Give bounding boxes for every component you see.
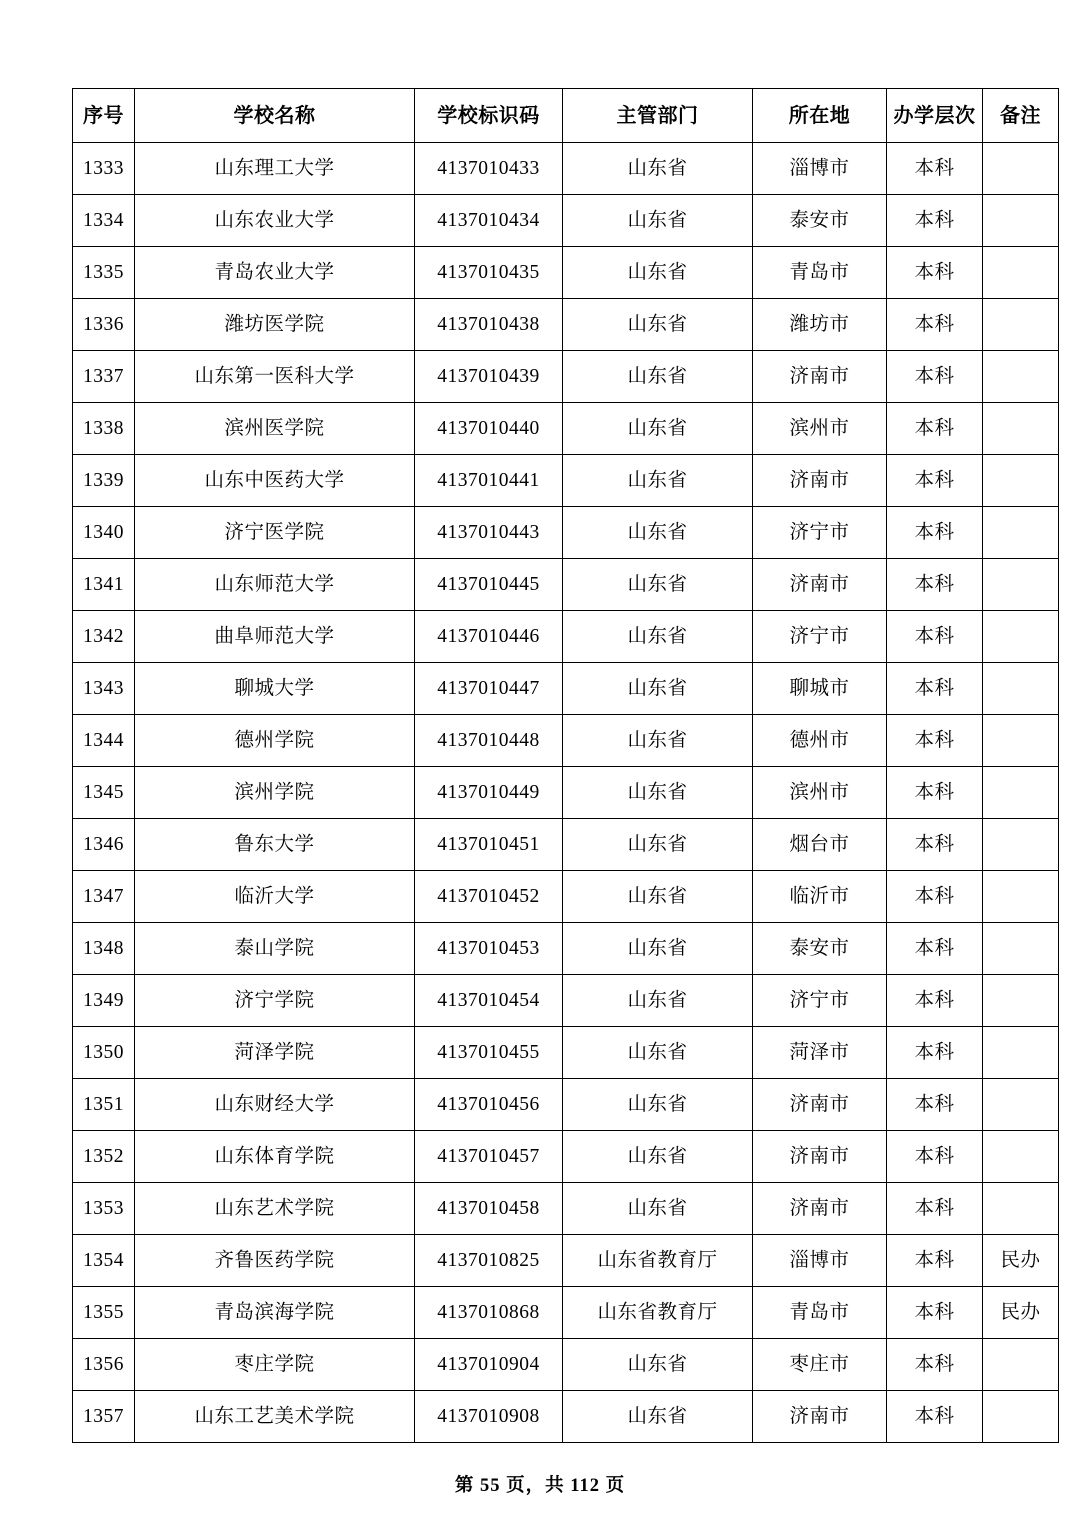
cell-note	[983, 351, 1059, 403]
table-body	[73, 143, 1059, 1443]
cell-school-code: 4137010868	[415, 1287, 563, 1339]
cell-level: 本科	[887, 663, 983, 715]
cell-department: 山东省	[563, 715, 753, 767]
cell-level: 本科	[887, 715, 983, 767]
table-row	[73, 143, 1059, 195]
cell-school-name: 泰山学院	[135, 923, 415, 975]
cell-school-name: 滨州学院	[135, 767, 415, 819]
cell-school-code: 4137010439	[415, 351, 563, 403]
page-footer: 第 55 页，共 112 页	[454, 1476, 626, 1496]
cell-school-code: 4137010451	[415, 819, 563, 871]
cell-index: 1353	[73, 1183, 135, 1235]
cell-level: 本科	[887, 923, 983, 975]
table-header-row	[73, 89, 1059, 143]
cell-level: 本科	[887, 455, 983, 507]
table-row	[73, 975, 1059, 1027]
cell-location: 济南市	[753, 351, 887, 403]
cell-location: 德州市	[753, 715, 887, 767]
table-row	[73, 195, 1059, 247]
cell-level: 本科	[887, 143, 983, 195]
cell-school-code: 4137010904	[415, 1339, 563, 1391]
cell-level: 本科	[887, 351, 983, 403]
cell-department: 山东省	[563, 819, 753, 871]
column-header-note: 备注	[983, 89, 1059, 143]
cell-school-code: 4137010908	[415, 1391, 563, 1443]
cell-index: 1351	[73, 1079, 135, 1131]
cell-school-name: 鲁东大学	[135, 819, 415, 871]
cell-school-code: 4137010433	[415, 143, 563, 195]
cell-location: 济南市	[753, 1391, 887, 1443]
cell-level: 本科	[887, 871, 983, 923]
cell-note: 民办	[983, 1235, 1059, 1287]
cell-note	[983, 975, 1059, 1027]
cell-department: 山东省	[563, 559, 753, 611]
cell-school-code: 4137010448	[415, 715, 563, 767]
cell-location: 烟台市	[753, 819, 887, 871]
cell-index: 1335	[73, 247, 135, 299]
cell-school-name: 山东中医药大学	[135, 455, 415, 507]
cell-note	[983, 1391, 1059, 1443]
cell-department: 山东省	[563, 455, 753, 507]
cell-school-code: 4137010443	[415, 507, 563, 559]
table-row	[73, 871, 1059, 923]
cell-location: 淄博市	[753, 143, 887, 195]
cell-school-code: 4137010456	[415, 1079, 563, 1131]
cell-level: 本科	[887, 819, 983, 871]
cell-level: 本科	[887, 507, 983, 559]
cell-department: 山东省	[563, 975, 753, 1027]
table-row	[73, 403, 1059, 455]
cell-department: 山东省	[563, 1027, 753, 1079]
cell-department: 山东省	[563, 923, 753, 975]
cell-note	[983, 663, 1059, 715]
cell-school-name: 聊城大学	[135, 663, 415, 715]
cell-location: 泰安市	[753, 195, 887, 247]
cell-note	[983, 403, 1059, 455]
column-header-location: 所在地	[753, 89, 887, 143]
cell-school-code: 4137010458	[415, 1183, 563, 1235]
cell-level: 本科	[887, 1235, 983, 1287]
cell-location: 济南市	[753, 1079, 887, 1131]
column-header-level: 办学层次	[887, 89, 983, 143]
table-row	[73, 1027, 1059, 1079]
table-row	[73, 1287, 1059, 1339]
cell-note: 民办	[983, 1287, 1059, 1339]
table-row	[73, 455, 1059, 507]
cell-location: 滨州市	[753, 403, 887, 455]
cell-school-code: 4137010440	[415, 403, 563, 455]
cell-index: 1357	[73, 1391, 135, 1443]
cell-school-code: 4137010435	[415, 247, 563, 299]
cell-index: 1355	[73, 1287, 135, 1339]
cell-note	[983, 1183, 1059, 1235]
cell-location: 济南市	[753, 1183, 887, 1235]
cell-note	[983, 455, 1059, 507]
cell-level: 本科	[887, 1183, 983, 1235]
cell-school-name: 菏泽学院	[135, 1027, 415, 1079]
cell-department: 山东省	[563, 611, 753, 663]
cell-note	[983, 1079, 1059, 1131]
cell-level: 本科	[887, 975, 983, 1027]
cell-school-code: 4137010454	[415, 975, 563, 1027]
cell-note	[983, 1027, 1059, 1079]
column-header-school-name: 学校名称	[135, 89, 415, 143]
cell-school-name: 青岛农业大学	[135, 247, 415, 299]
cell-level: 本科	[887, 1079, 983, 1131]
table-row	[73, 1391, 1059, 1443]
cell-index: 1339	[73, 455, 135, 507]
table-row	[73, 559, 1059, 611]
cell-note	[983, 559, 1059, 611]
cell-level: 本科	[887, 767, 983, 819]
column-header-department: 主管部门	[563, 89, 753, 143]
cell-index: 1346	[73, 819, 135, 871]
cell-note	[983, 247, 1059, 299]
cell-department: 山东省	[563, 247, 753, 299]
cell-level: 本科	[887, 403, 983, 455]
cell-location: 聊城市	[753, 663, 887, 715]
cell-index: 1352	[73, 1131, 135, 1183]
cell-location: 济南市	[753, 559, 887, 611]
cell-department: 山东省	[563, 1183, 753, 1235]
table-row	[73, 1131, 1059, 1183]
cell-department: 山东省	[563, 663, 753, 715]
cell-level: 本科	[887, 1027, 983, 1079]
cell-index: 1347	[73, 871, 135, 923]
cell-note	[983, 819, 1059, 871]
cell-index: 1334	[73, 195, 135, 247]
cell-school-code: 4137010452	[415, 871, 563, 923]
cell-school-name: 山东体育学院	[135, 1131, 415, 1183]
cell-level: 本科	[887, 299, 983, 351]
cell-index: 1343	[73, 663, 135, 715]
cell-level: 本科	[887, 611, 983, 663]
cell-level: 本科	[887, 195, 983, 247]
cell-department: 山东省	[563, 195, 753, 247]
cell-index: 1349	[73, 975, 135, 1027]
cell-school-name: 枣庄学院	[135, 1339, 415, 1391]
table-row	[73, 351, 1059, 403]
cell-school-name: 山东第一医科大学	[135, 351, 415, 403]
cell-index: 1338	[73, 403, 135, 455]
cell-school-name: 齐鲁医药学院	[135, 1235, 415, 1287]
table-row	[73, 1235, 1059, 1287]
table-row	[73, 299, 1059, 351]
school-list-table	[72, 88, 1059, 1443]
cell-level: 本科	[887, 1131, 983, 1183]
cell-location: 济南市	[753, 1131, 887, 1183]
cell-school-code: 4137010445	[415, 559, 563, 611]
cell-level: 本科	[887, 1287, 983, 1339]
cell-note	[983, 507, 1059, 559]
cell-location: 临沂市	[753, 871, 887, 923]
table-row	[73, 247, 1059, 299]
cell-index: 1345	[73, 767, 135, 819]
cell-index: 1354	[73, 1235, 135, 1287]
cell-department: 山东省	[563, 1391, 753, 1443]
table-row	[73, 611, 1059, 663]
cell-school-code: 4137010453	[415, 923, 563, 975]
cell-location: 济宁市	[753, 611, 887, 663]
cell-department: 山东省	[563, 1079, 753, 1131]
cell-school-name: 临沂大学	[135, 871, 415, 923]
cell-school-name: 山东工艺美术学院	[135, 1391, 415, 1443]
cell-location: 青岛市	[753, 247, 887, 299]
cell-index: 1356	[73, 1339, 135, 1391]
cell-index: 1344	[73, 715, 135, 767]
cell-note	[983, 195, 1059, 247]
cell-school-code: 4137010449	[415, 767, 563, 819]
column-header-school-code: 学校标识码	[415, 89, 563, 143]
cell-level: 本科	[887, 1391, 983, 1443]
cell-location: 济南市	[753, 455, 887, 507]
cell-index: 1340	[73, 507, 135, 559]
cell-location: 潍坊市	[753, 299, 887, 351]
table-row	[73, 663, 1059, 715]
cell-department: 山东省	[563, 403, 753, 455]
cell-school-name: 潍坊医学院	[135, 299, 415, 351]
cell-index: 1336	[73, 299, 135, 351]
cell-school-code: 4137010455	[415, 1027, 563, 1079]
cell-index: 1333	[73, 143, 135, 195]
cell-school-name: 山东财经大学	[135, 1079, 415, 1131]
cell-note	[983, 143, 1059, 195]
cell-level: 本科	[887, 559, 983, 611]
cell-department: 山东省	[563, 767, 753, 819]
cell-location: 青岛市	[753, 1287, 887, 1339]
table-row	[73, 1339, 1059, 1391]
cell-department: 山东省	[563, 507, 753, 559]
table-row	[73, 767, 1059, 819]
cell-location: 枣庄市	[753, 1339, 887, 1391]
cell-school-name: 山东农业大学	[135, 195, 415, 247]
table-row	[73, 819, 1059, 871]
cell-school-code: 4137010447	[415, 663, 563, 715]
cell-location: 菏泽市	[753, 1027, 887, 1079]
table-row	[73, 1079, 1059, 1131]
cell-department: 山东省	[563, 143, 753, 195]
cell-note	[983, 715, 1059, 767]
cell-department: 山东省	[563, 351, 753, 403]
cell-location: 济宁市	[753, 975, 887, 1027]
cell-note	[983, 923, 1059, 975]
table-row	[73, 507, 1059, 559]
cell-school-code: 4137010446	[415, 611, 563, 663]
cell-note	[983, 1339, 1059, 1391]
cell-note	[983, 767, 1059, 819]
cell-school-code: 4137010457	[415, 1131, 563, 1183]
cell-school-code: 4137010434	[415, 195, 563, 247]
cell-location: 滨州市	[753, 767, 887, 819]
table-row	[73, 1183, 1059, 1235]
cell-department: 山东省	[563, 1131, 753, 1183]
cell-school-name: 济宁学院	[135, 975, 415, 1027]
cell-level: 本科	[887, 1339, 983, 1391]
cell-department: 山东省教育厅	[563, 1235, 753, 1287]
cell-department: 山东省	[563, 871, 753, 923]
table-row	[73, 715, 1059, 767]
cell-level: 本科	[887, 247, 983, 299]
cell-location: 泰安市	[753, 923, 887, 975]
cell-note	[983, 299, 1059, 351]
cell-note	[983, 1131, 1059, 1183]
table-row	[73, 923, 1059, 975]
cell-school-name: 滨州医学院	[135, 403, 415, 455]
column-header-index: 序号	[73, 89, 135, 143]
cell-note	[983, 871, 1059, 923]
cell-school-name: 山东理工大学	[135, 143, 415, 195]
cell-school-name: 德州学院	[135, 715, 415, 767]
cell-department: 山东省	[563, 1339, 753, 1391]
cell-school-code: 4137010825	[415, 1235, 563, 1287]
cell-index: 1348	[73, 923, 135, 975]
cell-department: 山东省	[563, 299, 753, 351]
cell-department: 山东省教育厅	[563, 1287, 753, 1339]
cell-index: 1342	[73, 611, 135, 663]
cell-note	[983, 611, 1059, 663]
cell-index: 1350	[73, 1027, 135, 1079]
cell-index: 1337	[73, 351, 135, 403]
cell-index: 1341	[73, 559, 135, 611]
cell-school-name: 山东艺术学院	[135, 1183, 415, 1235]
cell-location: 济宁市	[753, 507, 887, 559]
cell-school-name: 济宁医学院	[135, 507, 415, 559]
table-header	[73, 89, 1059, 143]
cell-school-code: 4137010441	[415, 455, 563, 507]
cell-school-code: 4137010438	[415, 299, 563, 351]
cell-school-name: 青岛滨海学院	[135, 1287, 415, 1339]
cell-school-name: 山东师范大学	[135, 559, 415, 611]
cell-school-name: 曲阜师范大学	[135, 611, 415, 663]
cell-location: 淄博市	[753, 1235, 887, 1287]
